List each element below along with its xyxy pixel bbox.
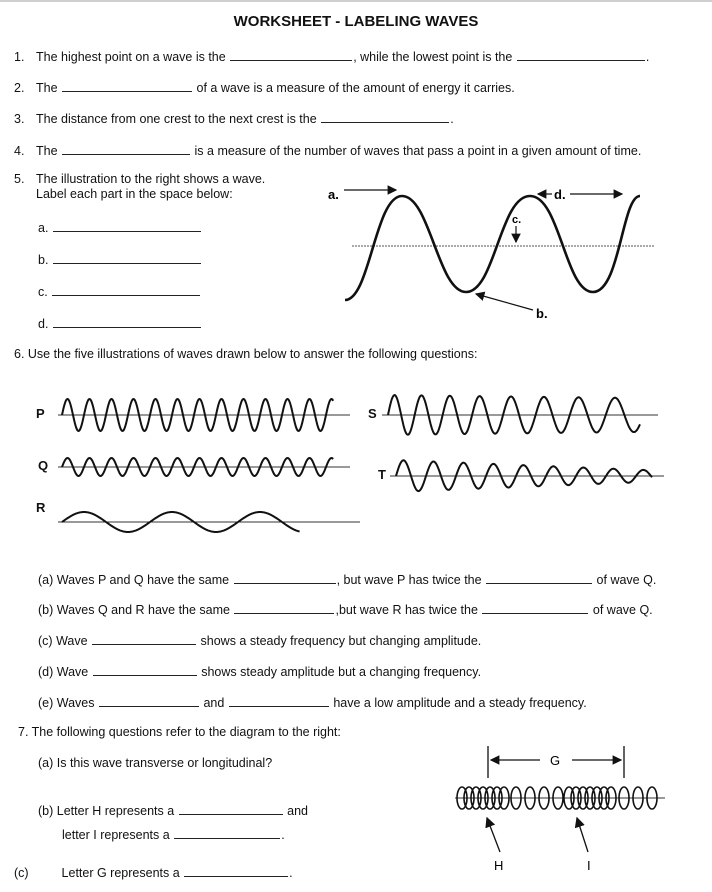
question-text: . xyxy=(281,828,285,842)
question-text: The distance from one crest to the next crest is the xyxy=(36,112,317,126)
question-text: . xyxy=(289,866,293,880)
wave-label-q: Q xyxy=(38,458,49,473)
part-letter: a. xyxy=(38,221,49,235)
question-number: 3. xyxy=(14,112,25,126)
question-text: ,but wave R has twice the xyxy=(335,603,478,617)
question-text: Is this wave transverse or longitudinal? xyxy=(56,756,273,770)
subquestion-label: (c) xyxy=(14,866,29,880)
question-text: shows a steady frequency but changing amplitude. xyxy=(200,634,482,648)
diagram-label-b: b. xyxy=(536,306,548,321)
wave-label-p: P xyxy=(36,406,45,421)
question-text: Letter G represents a xyxy=(61,866,180,880)
subquestion-label: (c) xyxy=(38,634,53,648)
question-number: 5. xyxy=(14,172,25,186)
question-text: of wave Q. xyxy=(596,573,657,587)
question-text: Waves P and Q have the same xyxy=(56,573,230,587)
question-text: shows steady amplitude but a changing frequency. xyxy=(201,665,482,679)
question-text: Waves Q and R have the same xyxy=(56,603,230,617)
question-text: Wave xyxy=(56,665,89,679)
question-text: Letter H represents a xyxy=(56,804,175,818)
question-text: Label each part in the space below: xyxy=(36,187,233,201)
diagram-label-g: G xyxy=(550,753,561,768)
question-text: of a wave is a measure of the amount of energy it carries. xyxy=(196,81,515,95)
question-text: . xyxy=(645,50,650,64)
arrow-h xyxy=(487,818,500,852)
worksheet-title: WORKSHEET - LABELING WAVES xyxy=(233,13,479,30)
question-6-prompt: 6. Use the five illustrations of waves drawn below to answer the following questions: xyxy=(14,347,478,361)
question-text: Waves xyxy=(56,696,95,710)
diagram-label-c: c. xyxy=(512,214,522,226)
subquestion-label: (e) xyxy=(38,696,54,710)
question-text: and xyxy=(203,696,225,710)
part-letter: b. xyxy=(38,253,49,267)
question-text: The xyxy=(36,144,58,158)
question-text: , while the lowest point is the xyxy=(353,50,513,64)
wave-label-s: S xyxy=(368,406,377,421)
arrow-i xyxy=(577,818,588,852)
question-text: . xyxy=(450,112,454,126)
question-number: 4. xyxy=(14,144,25,158)
question-7-prompt: 7. The following questions refer to the diagram to the right: xyxy=(18,725,341,739)
subquestion-label: (b) xyxy=(38,603,54,617)
wave-label-t: T xyxy=(378,467,386,482)
subquestion-label: (a) xyxy=(38,573,54,587)
part-letter: c. xyxy=(38,285,48,299)
subquestion-label: (d) xyxy=(38,665,54,679)
question-text: The xyxy=(36,81,58,95)
question-text: letter I represents a xyxy=(62,828,170,842)
question-text: of wave Q. xyxy=(592,603,653,617)
subquestion-label: (a) xyxy=(38,756,54,770)
diagram-label-d: d. xyxy=(554,187,566,202)
question-number: 1. xyxy=(14,50,25,64)
question-text: Wave xyxy=(56,634,88,648)
diagram-label-a: a. xyxy=(328,187,339,202)
question-text: The highest point on a wave is the xyxy=(36,50,226,64)
question-text: , but wave P has twice the xyxy=(336,573,482,587)
part-letter: d. xyxy=(38,317,49,331)
question-text: The illustration to the right shows a wave. xyxy=(36,172,266,186)
wave-label-r: R xyxy=(36,500,46,515)
question-text: and xyxy=(287,804,309,818)
diagram-label-i: I xyxy=(587,858,591,873)
question-text: is a measure of the number of waves that pass a point in a given amount of time. xyxy=(194,144,642,158)
question-number: 2. xyxy=(14,81,25,95)
subquestion-label: (b) xyxy=(38,804,54,818)
diagram-label-h: H xyxy=(494,858,504,873)
question-text: have a low amplitude and a steady frequency. xyxy=(333,696,587,710)
